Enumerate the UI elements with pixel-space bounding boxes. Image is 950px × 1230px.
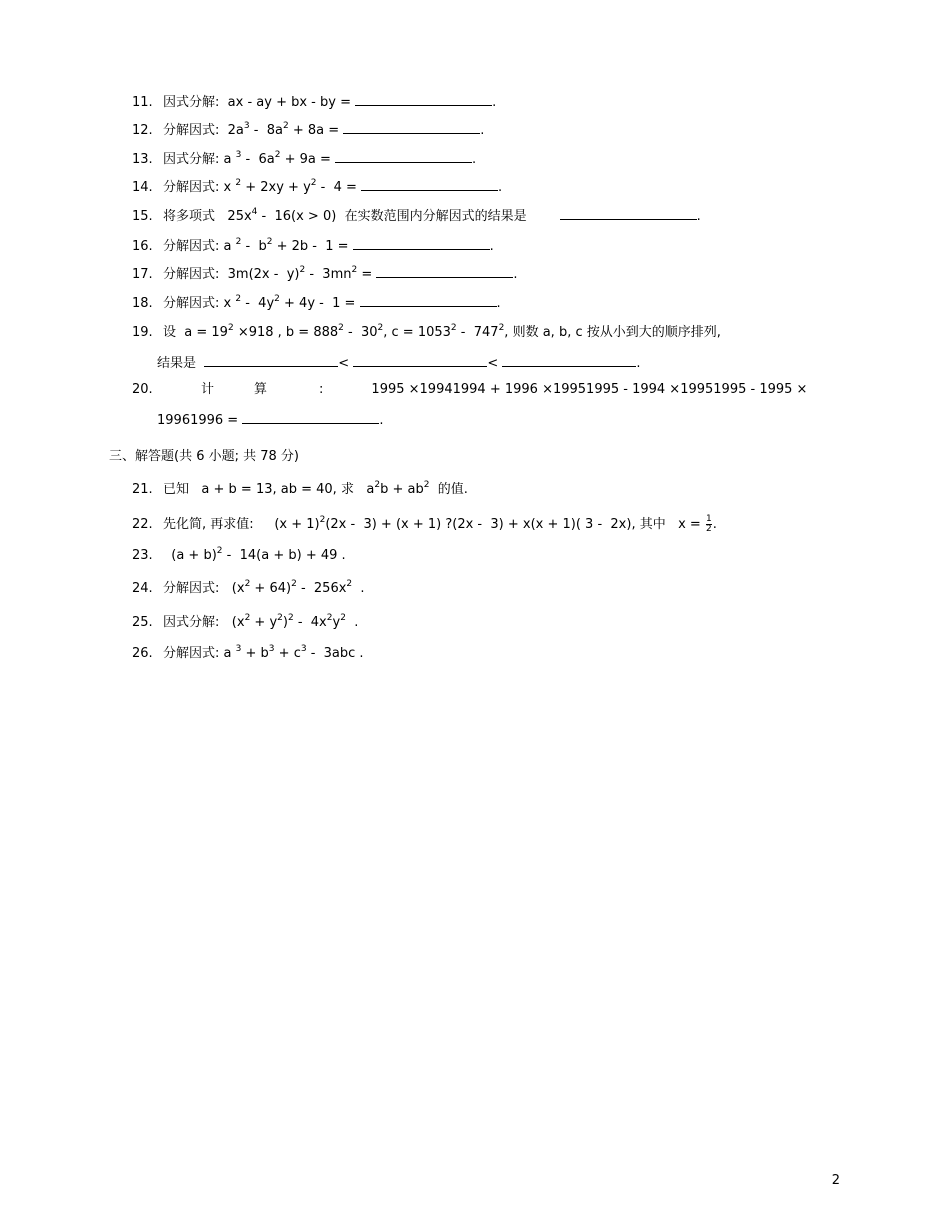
question-22: 22. 先化简, 再求值: $(x + 1)^2(2x - 3) + (x + 1)$ ?(2x - 3) + x(x + 1)( 3 - 2x), 其中 x = $\frac{1}{2}$ . [132,514,717,534]
question-expression: a $^3 - 6a^2 + 9a$ = [223,150,331,167]
question-expression: ax - ay + bx - by = [227,95,351,110]
question-12: 12. 分解因式: $2a^3 - 8a^2 + 8a$ = . [132,121,485,138]
question-expression: a $^2 - b^2 + 2b - 1$ = [223,237,349,254]
question-label: 因式分解: [163,95,220,110]
question-20-line2: 19961996 = . [157,413,384,428]
question-15: 15. 将多项式 $25x^4 - 16(x > 0)$ 在实数范围内分解因式的结果是 . [132,207,701,224]
question-expression: 1995 ×19941994 + 1996 ×19951995 - 1994 ×19951995 - 1995 × [371,382,808,397]
question-17: 17. 分解因式: $3m(2x - y)^2 - 3mn^2$ = . [132,265,518,282]
answer-blank[interactable] [335,150,472,163]
question-26: 26. 分解因式: a $^3 + b^3 + c^3 - 3abc$ . [132,644,364,661]
question-20: 20. 计 算 : 1995 ×19941994 + 1996 ×19951995 - 1994 ×19951995 - 1995 × [132,382,808,397]
question-expression: x $^2 - 4y^2 + 4y - 1$ = [223,294,356,311]
question-25: 25. 因式分解: $(x^2 + y^2)^2 - 4x^2y^2$ . [132,613,359,630]
answer-blank[interactable] [204,354,338,367]
answer-blank[interactable] [376,265,513,278]
answer-blank[interactable] [360,294,497,307]
question-expression: $a^2b + ab^2$ [366,480,430,497]
section-title: 三、解答题(共 6 小题; 共 78 分) [109,449,299,464]
question-19-line2: 结果是 < < . [157,356,641,371]
question-number: 11. [132,95,153,110]
question-expression: $(x^2 + y^2)^2 - 4x^2y^2$ . [231,613,359,630]
question-expression: $(x^2 + 64)^2 - 256x^2$ . [231,579,365,596]
answer-blank[interactable] [355,93,492,106]
question-13: 13. 因式分解: a $^3 - 6a^2 + 9a$ = . [132,150,477,167]
answer-blank[interactable] [353,237,490,250]
question-23: 23. $(a + b)^2 - 14(a + b) + 49$ . [132,546,346,563]
question-expression: x $^2 + 2xy + y^2 - 4$ = [223,178,357,195]
question-expression: a $^3 + b^3 + c^3 - 3abc$ . [223,644,364,661]
question-expression: $(x + 1)^2(2x - 3) + (x + 1)$ ?(2x - 3) + x(x + 1)( 3 - 2x) [274,515,632,532]
answer-blank[interactable] [353,354,487,367]
question-expression: $2a^3 - 8a^2 + 8a$ = [227,121,340,138]
question-expression: $(a + b)^2 - 14(a + b) + 49$ . [171,546,346,563]
answer-blank[interactable] [502,354,636,367]
question-expression: $3m(2x - y)^2 - 3mn^2$ = [227,265,373,282]
answer-blank[interactable] [242,411,379,424]
question-24: 24. 分解因式: $(x^2 + 64)^2 - 256x^2$ . [132,579,365,596]
question-expression: $25x^4 - 16(x > 0)$ [227,207,337,224]
question-expression: $a = 19^2 \times 918$ , $b = 888^2 - 30^2$, $c = 1053^2 - 747^2$, [184,323,509,340]
question-14: 14. 分解因式: x $^2 + 2xy + y^2 - 4$ = . [132,178,503,195]
answer-blank[interactable] [560,207,697,220]
fraction-one-half: $\frac{1}{2}$ [705,514,712,534]
question-11: 11. 因式分解: ax - ay + bx - by = . [132,95,497,110]
question-18: 18. 分解因式: x $^2 - 4y^2 + 4y - 1$ = . [132,294,501,311]
answer-blank[interactable] [343,121,480,134]
page-number: 2 [831,1173,840,1188]
answer-blank[interactable] [361,178,498,191]
question-19: 19. 设 $a = 19^2 \times 918$ , $b = 888^2 - 30^2$, $c = 1053^2 - 747^2$, 则数 a, b, c 按从小到大的顺序排列, [132,323,721,340]
question-16: 16. 分解因式: a $^2 - b^2 + 2b - 1$ = . [132,237,494,254]
question-21: 21. 已知 a + b = 13, ab = 40, 求 $a^2b + ab^2$ 的值. [132,480,468,497]
